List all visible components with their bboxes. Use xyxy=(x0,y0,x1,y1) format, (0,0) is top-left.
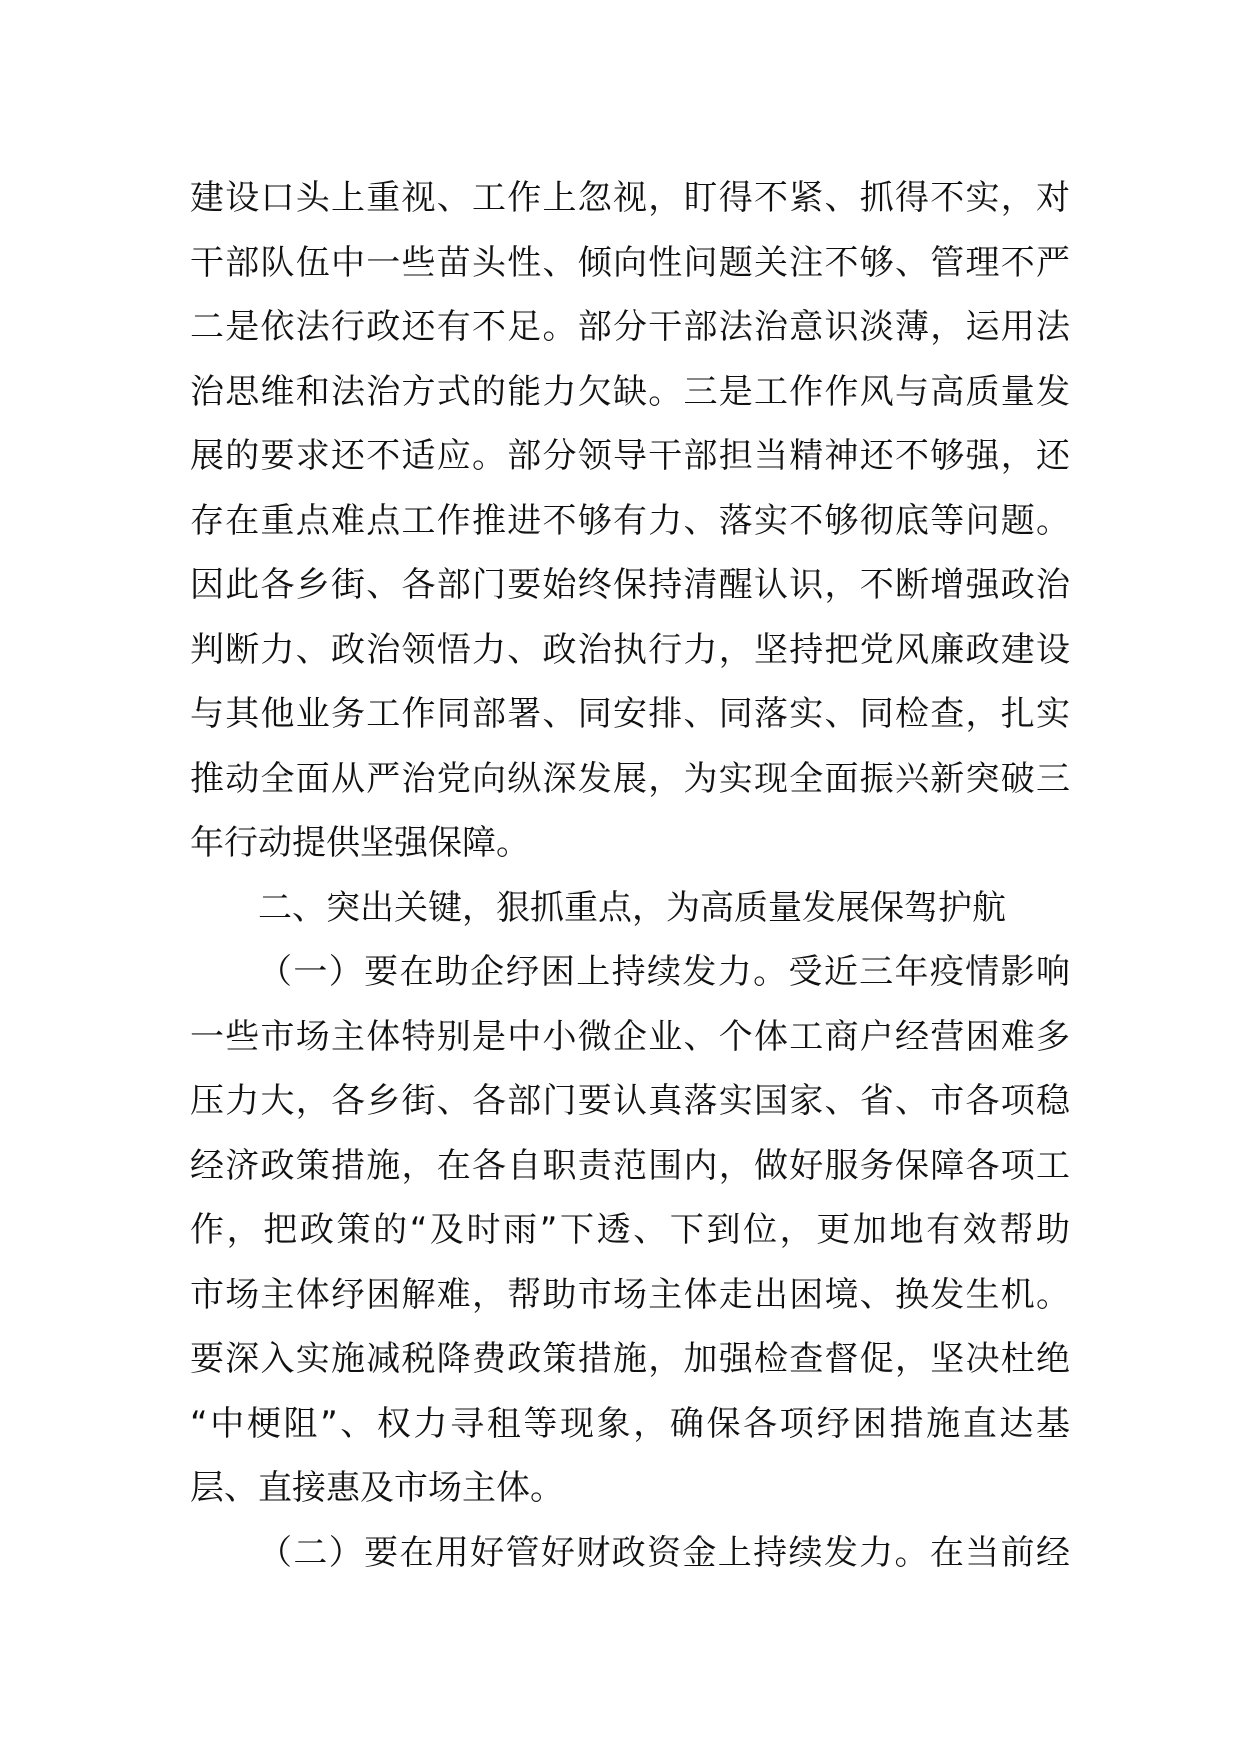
text-line-6: 存在重点难点工作推进不够有力、落实不够彻底等问题。 xyxy=(190,500,1070,541)
text-line-20: “中梗阻”、权力寻租等现象，确保各项纾困措施直达基 xyxy=(190,1403,1070,1444)
text-line-8: 判断力、政治领悟力、政治执行力，坚持把党风廉政建设 xyxy=(190,629,1070,670)
text-line-4: 治思维和法治方式的能力欠缺。三是工作作风与高质量发 xyxy=(190,371,1070,412)
text-line-5: 展的要求还不适应。部分领导干部担当精神还不够强，还 xyxy=(190,436,1070,476)
text-line-22: （二）要在用好管好财政资金上持续发力。在当前经 xyxy=(258,1532,1070,1573)
text-line-9: 与其他业务工作同部署、同安排、同落实、同检查，扎实 xyxy=(190,694,1070,734)
text-line-17: 作，把政策的“及时雨”下透、下到位，更加地有效帮助 xyxy=(190,1210,1070,1250)
text-line-19: 要深入实施减税降费政策措施，加强检查督促，坚决杜绝 xyxy=(190,1339,1070,1379)
text-line-18: 市场主体纾困解难，帮助市场主体走出困境、换发生机。 xyxy=(190,1274,1070,1315)
text-line-16: 经济政策措施，在各自职责范围内，做好服务保障各项工 xyxy=(190,1145,1070,1186)
text-line-14: 一些市场主体特别是中小微企业、个体工商户经营困难多 xyxy=(190,1016,1070,1057)
body-text xyxy=(190,166,1070,1585)
section-heading: 二、突出关键，狠抓重点，为高质量发展保驾护航 xyxy=(258,887,1006,928)
text-line-3: 二是依法行政还有不足。部分干部法治意识淡薄，运用法 xyxy=(190,307,1070,347)
text-line-7: 因此各乡街、各部门要始终保持清醒认识，不断增强政治 xyxy=(190,565,1070,605)
text-line-11: 年行动提供坚强保障。 xyxy=(190,823,530,863)
text-line-1: 建设口头上重视、工作上忽视，盯得不紧、抓得不实，对 xyxy=(190,178,1070,218)
text-line-15: 压力大，各乡街、各部门要认真落实国家、省、市各项稳 xyxy=(190,1081,1070,1121)
text-line-21: 层、直接惠及市场主体。 xyxy=(190,1468,564,1508)
text-line-10: 推动全面从严治党向纵深发展，为实现全面振兴新突破三 xyxy=(190,758,1070,799)
text-line-13: （一）要在助企纾困上持续发力。受近三年疫情影响 xyxy=(258,952,1070,992)
text-line-2: 干部队伍中一些苗头性、倾向性问题关注不够、管理不严 xyxy=(190,242,1070,283)
